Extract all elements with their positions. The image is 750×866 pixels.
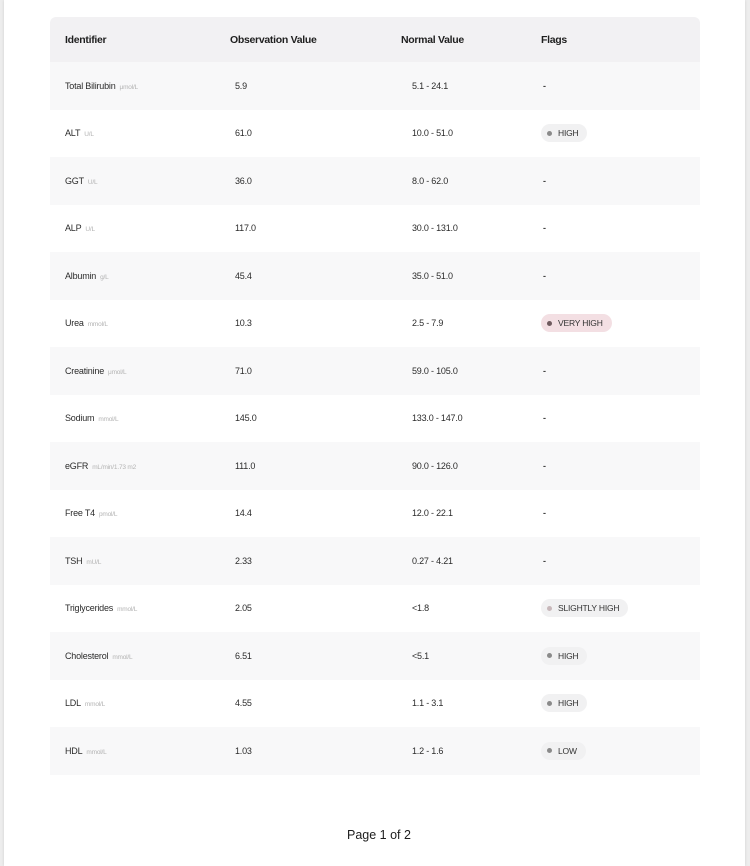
table-row [50,632,700,680]
flag-label: HIGH [558,698,579,709]
flag-cell [541,694,701,712]
test-name: Total Bilirubin [65,80,116,91]
table-row [50,157,700,205]
flag-label: SLIGHTLY HIGH [558,603,620,614]
flag-cell [541,81,701,91]
no-flag: - [543,223,546,234]
flag-label: LOW [558,745,577,756]
observation-value: 45.4 [235,270,252,281]
no-flag: - [543,270,546,281]
test-unit: U/L [87,178,98,186]
flag-cell [541,314,701,332]
table-row [50,680,700,728]
flag-dot-icon [547,321,552,326]
flag-badge [541,742,586,760]
observation-value: 14.4 [235,508,252,519]
test-unit: mmol/L [112,653,133,661]
flag-dot-icon [547,653,552,658]
table-row [50,727,700,775]
column-header-normal-value: Normal Value [401,33,464,46]
observation-value: 117.0 [235,223,256,234]
identifier-cell [50,81,230,91]
column-header-identifier: Identifier [65,33,107,46]
test-name: LDL [65,698,81,709]
normal-value: 2.5 - 7.9 [412,318,444,329]
no-flag: - [543,175,546,186]
flag-label: HIGH [558,128,579,139]
test-name: Free T4 [65,508,95,519]
flag-badge [541,314,612,332]
test-unit: U/L [84,131,94,139]
identifier-cell [50,271,230,281]
flag-cell [541,223,701,233]
no-flag: - [543,460,546,471]
flag-cell [541,556,701,566]
test-name: Albumin [65,270,97,281]
column-header-observation-value: Observation Value [230,33,317,46]
table-header-row [50,17,700,62]
observation-value: 145.0 [235,413,257,424]
test-name: GGT [65,175,84,186]
normal-value: 59.0 - 105.0 [412,365,458,376]
identifier-cell [50,746,230,756]
identifier-cell [50,603,230,613]
flag-cell [541,366,701,376]
no-flag: - [543,80,546,91]
identifier-cell [50,128,230,138]
flag-label: VERY HIGH [558,318,603,329]
normal-value: <5.1 [412,650,429,661]
test-name: Creatinine [65,365,105,376]
flag-cell [541,124,701,142]
flag-cell [541,647,701,665]
test-name: ALP [65,223,82,234]
page-number: Page 1 of 2 [347,828,411,842]
normal-value: 10.0 - 51.0 [412,128,453,139]
test-name: TSH [65,555,83,566]
test-name: Sodium [65,413,95,424]
flag-dot-icon [547,748,552,753]
identifier-cell [50,318,230,328]
table-row [50,62,700,110]
identifier-cell [50,556,230,566]
flag-badge [541,647,587,665]
no-flag: - [543,365,546,376]
normal-value: 1.1 - 3.1 [412,698,444,709]
identifier-cell [50,366,230,376]
test-unit: mL/min/1.73 m2 [92,463,137,471]
normal-value: <1.8 [412,603,429,614]
no-flag: - [543,508,546,519]
flag-cell [541,461,701,471]
test-unit: mmol/L [117,606,138,614]
test-unit: pmol/L [98,511,118,519]
test-unit: mmol/L [86,748,107,756]
test-name: HDL [65,745,83,756]
normal-value: 5.1 - 24.1 [412,80,449,91]
column-header-flags: Flags [541,33,567,46]
observation-value: 4.55 [235,698,252,709]
flag-badge [541,124,587,142]
test-name: Urea [65,318,84,329]
normal-value: 0.27 - 4.21 [412,555,453,566]
flag-label: HIGH [558,650,579,661]
test-unit: μmol/L [119,83,138,91]
flag-cell [541,599,701,617]
test-unit: mU/L [86,558,102,566]
normal-value: 133.0 - 147.0 [412,413,463,424]
test-unit: μmol/L [108,368,127,376]
identifier-cell [50,461,230,471]
table-row [50,442,700,490]
identifier-cell [50,176,230,186]
lab-results-table [50,17,700,775]
flag-cell [541,742,701,760]
flag-dot-icon [547,701,552,706]
observation-value: 2.05 [235,603,252,614]
identifier-cell [50,413,230,423]
no-flag: - [543,413,546,424]
observation-value: 2.33 [235,555,252,566]
observation-value: 36.0 [235,175,252,186]
flag-cell [541,271,701,281]
report-page [4,0,745,866]
test-name: ALT [65,128,81,139]
normal-value: 8.0 - 62.0 [412,175,449,186]
identifier-cell [50,508,230,518]
observation-value: 71.0 [235,365,252,376]
flag-badge [541,694,587,712]
table-row [50,585,700,633]
table-row [50,395,700,443]
flag-cell [541,176,701,186]
test-name: Triglycerides [65,603,114,614]
observation-value: 61.0 [235,128,252,139]
test-unit: g/L [100,273,109,281]
table-row [50,252,700,300]
test-name: eGFR [65,460,89,471]
test-unit: mmol/L [98,416,119,424]
table-row [50,347,700,395]
observation-value: 6.51 [235,650,252,661]
flag-cell [541,413,701,423]
observation-value: 5.9 [235,80,247,91]
test-unit: mmol/L [87,321,108,329]
flag-dot-icon [547,606,552,611]
table-row [50,537,700,585]
identifier-cell [50,651,230,661]
flag-dot-icon [547,131,552,136]
observation-value: 1.03 [235,745,252,756]
normal-value: 12.0 - 22.1 [412,508,453,519]
normal-value: 1.2 - 1.6 [412,745,444,756]
table-row [50,205,700,253]
table-row [50,110,700,158]
observation-value: 10.3 [235,318,252,329]
test-name: Cholesterol [65,650,109,661]
no-flag: - [543,555,546,566]
normal-value: 35.0 - 51.0 [412,270,453,281]
identifier-cell [50,223,230,233]
flag-badge [541,599,628,617]
observation-value: 111.0 [235,460,256,471]
normal-value: 90.0 - 126.0 [412,460,458,471]
table-row [50,490,700,538]
flag-cell [541,508,701,518]
identifier-cell [50,698,230,708]
normal-value: 30.0 - 131.0 [412,223,458,234]
test-unit: mmol/L [84,701,106,709]
table-row [50,300,700,348]
table-body [50,62,700,775]
test-unit: U/L [85,226,95,234]
